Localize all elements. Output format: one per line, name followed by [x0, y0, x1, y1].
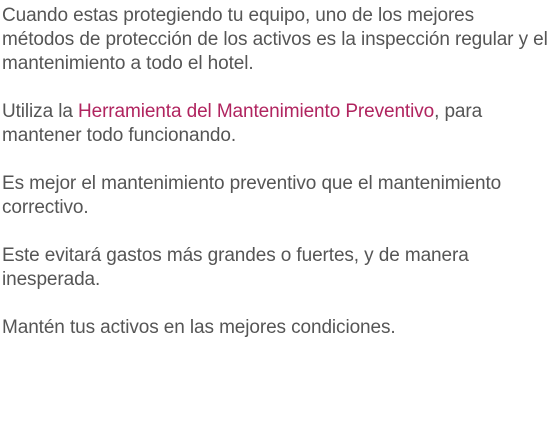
paragraph-conditions: Mantén tus activos en las mejores condiciones. — [2, 317, 396, 338]
paragraph-tool-suffix: , para mantener todo funcionando. — [2, 101, 483, 146]
preventive-maintenance-tool-link[interactable]: Herramienta del Mantenimiento Preventivo — [77, 101, 435, 122]
paragraph-tool — [2, 100, 551, 148]
paragraph-costs: Este evitará gastos más grandes o fuertes, y de manera inesperada. — [2, 245, 469, 290]
paragraph-tool-prefix: Utiliza la — [2, 101, 78, 122]
paragraph-preventive: Es mejor el mantenimiento preventivo que el mantenimiento correctivo. — [2, 173, 502, 218]
paragraph-intro: Cuando estas protegiendo tu equipo, uno de los mejores métodos de protección de los activos es la inspección regular y el mantenimiento a todo el hotel. — [2, 5, 548, 74]
